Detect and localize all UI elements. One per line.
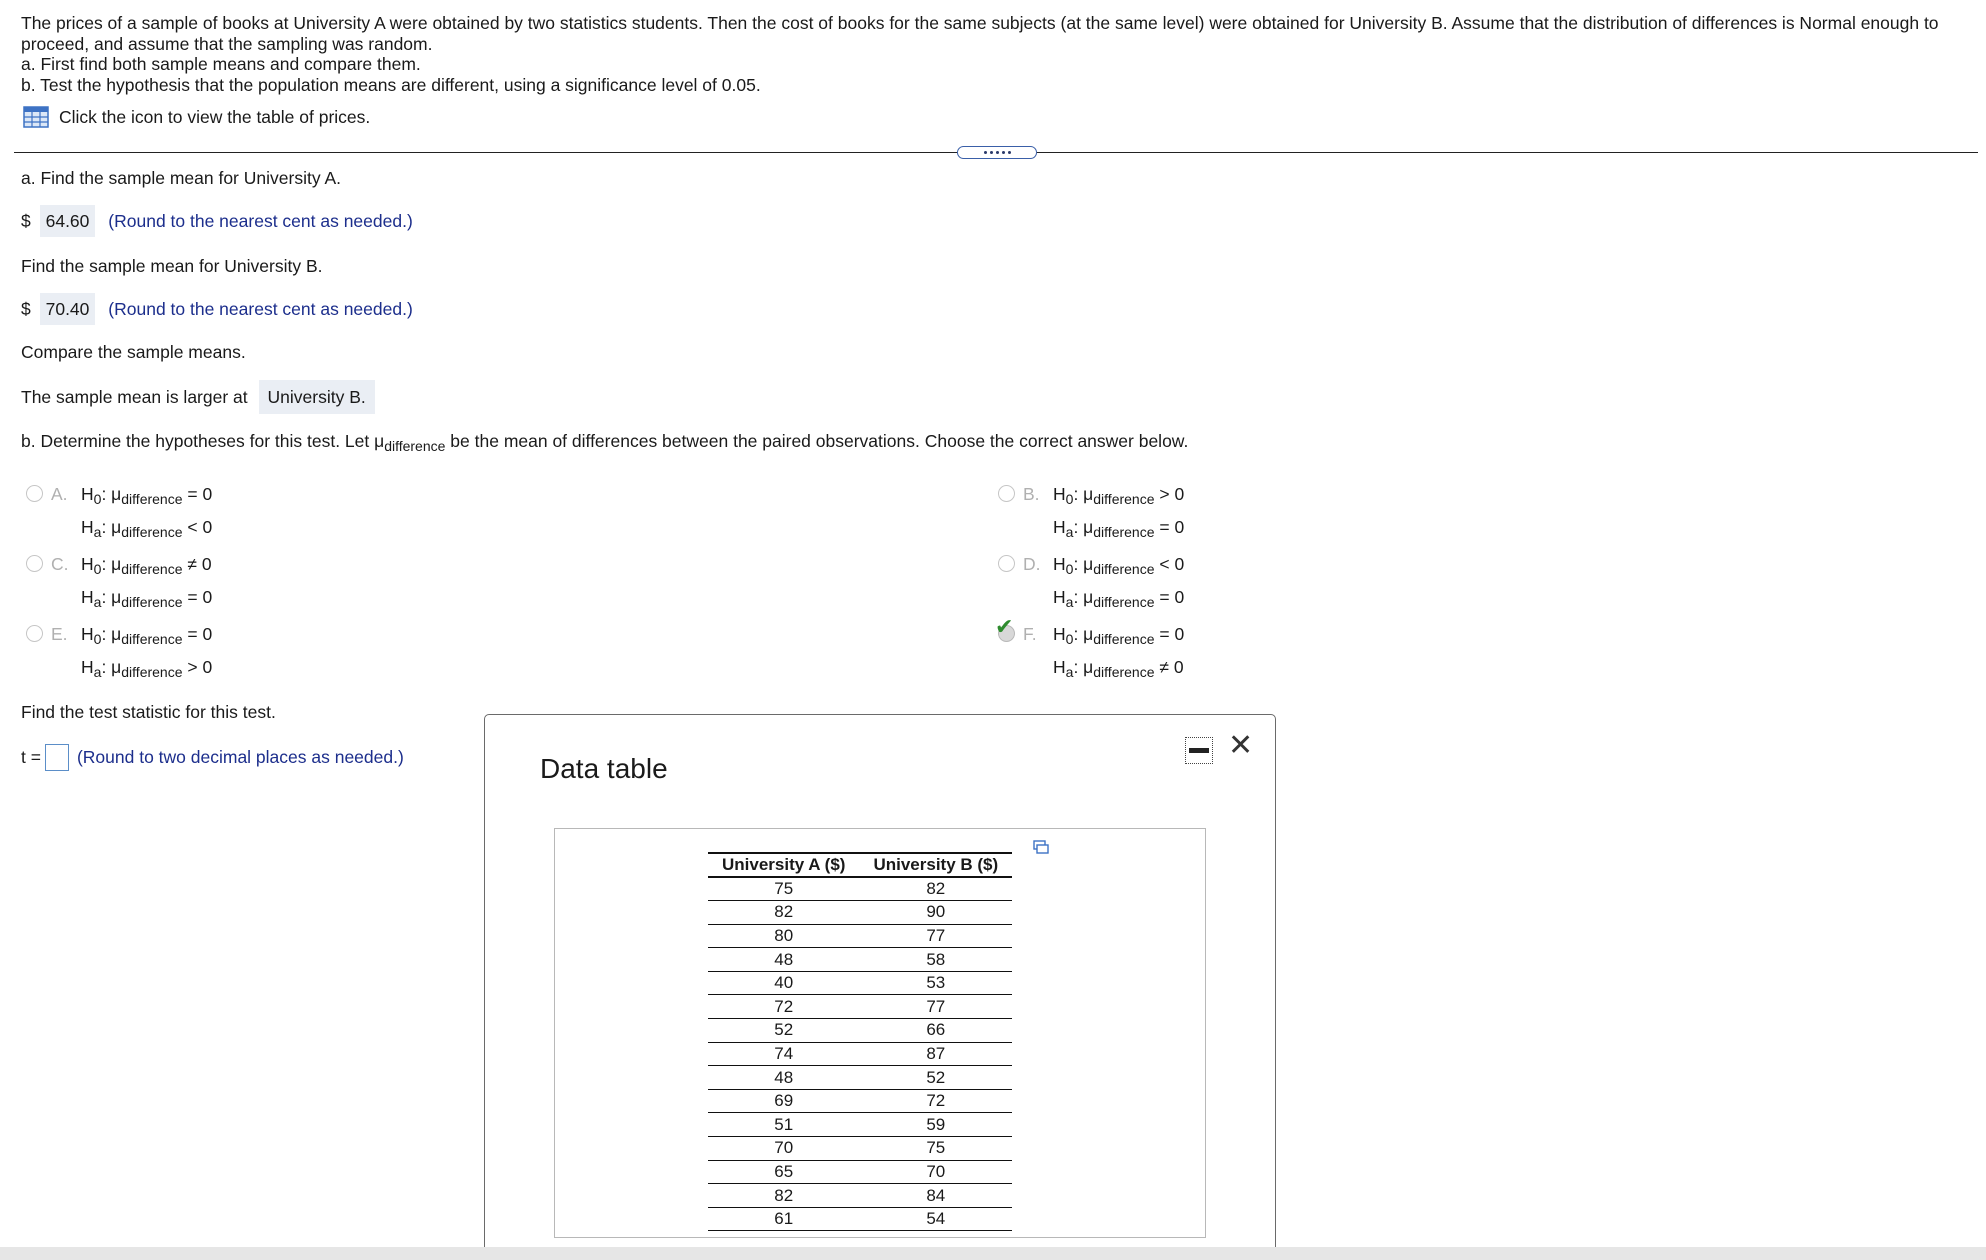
question-compare: Compare the sample means. xyxy=(21,342,246,362)
alternative-hypothesis: $H_a$: $\mu_{difference} < 0$ xyxy=(81,517,213,540)
cell-university-a: 48 xyxy=(708,1066,859,1090)
cell-university-b: 75 xyxy=(859,1137,1012,1161)
data-table-dialog xyxy=(484,714,1276,1260)
cell-university-a: 52 xyxy=(708,1019,859,1043)
option-letter: D. xyxy=(1023,554,1041,574)
table-row xyxy=(708,971,1012,995)
cell-university-a: 70 xyxy=(708,1137,859,1161)
cell-university-b: 87 xyxy=(859,1042,1012,1066)
table-frame xyxy=(554,828,1206,1238)
close-icon[interactable]: ✕ xyxy=(1228,729,1254,762)
table-row xyxy=(708,1019,1012,1043)
cell-university-a: 48 xyxy=(708,948,859,972)
dollar-sign: $ xyxy=(21,299,31,319)
answer-row-mean-b xyxy=(21,293,413,325)
prompt-sub: difference xyxy=(384,438,446,454)
rounding-hint: (Round to the nearest cent as needed.) xyxy=(108,211,413,231)
cell-university-a: 82 xyxy=(708,1184,859,1208)
cell-university-a: 51 xyxy=(708,1113,859,1137)
cell-university-a: 40 xyxy=(708,971,859,995)
cell-university-b: 66 xyxy=(859,1019,1012,1043)
copy-icon[interactable] xyxy=(1033,840,1049,854)
cell-university-b: 59 xyxy=(859,1113,1012,1137)
radio-button[interactable] xyxy=(26,485,43,502)
problem-statement xyxy=(21,13,1961,95)
alternative-hypothesis: $H_a$: $\mu_{difference} \ne 0$ xyxy=(1053,657,1184,680)
hypothesis-pair xyxy=(1053,480,1184,546)
table-row xyxy=(708,1207,1012,1231)
alternative-hypothesis: $H_a$: $\mu_{difference} > 0$ xyxy=(81,657,213,680)
option-f[interactable] xyxy=(995,614,1185,686)
table-row xyxy=(708,1089,1012,1113)
table-row xyxy=(708,1137,1012,1161)
alternative-hypothesis: $H_a$: $\mu_{difference} = 0$ xyxy=(1053,587,1185,610)
compare-select[interactable]: University B. xyxy=(259,380,375,414)
answer-mean-b[interactable]: 70.40 xyxy=(40,293,96,325)
option-b[interactable] xyxy=(998,480,1184,546)
test-stat-row xyxy=(21,744,404,771)
t-input[interactable] xyxy=(45,744,69,771)
option-c[interactable] xyxy=(26,550,212,616)
radio-button[interactable] xyxy=(26,625,43,642)
option-d[interactable] xyxy=(998,550,1184,616)
cell-university-a: 74 xyxy=(708,1042,859,1066)
cell-university-b: 53 xyxy=(859,971,1012,995)
null-hypothesis: $H_0$: $\mu_{difference} = 0$ xyxy=(81,484,213,507)
compare-text: The sample mean is larger at xyxy=(21,387,248,407)
table-row xyxy=(708,948,1012,972)
column-header-university-a: University A ($) xyxy=(708,853,859,877)
divider-drag-handle[interactable] xyxy=(957,146,1037,159)
dialog-title: Data table xyxy=(540,753,668,784)
option-letter: C. xyxy=(51,554,69,574)
table-row xyxy=(708,995,1012,1019)
table-row xyxy=(708,924,1012,948)
table-row xyxy=(708,1184,1012,1208)
radio-button[interactable] xyxy=(998,555,1015,572)
cell-university-b: 54 xyxy=(859,1207,1012,1231)
option-a[interactable] xyxy=(26,480,212,546)
cell-university-a: 69 xyxy=(708,1089,859,1113)
hypothesis-pair xyxy=(81,550,212,616)
hypothesis-pair xyxy=(1053,550,1184,616)
table-row xyxy=(708,1066,1012,1090)
column-header-university-b: University B ($) xyxy=(859,853,1012,877)
prompt-end: be the mean of differences between the paired observations. Choose the correct answer below. xyxy=(450,431,1189,451)
question-mean-b: Find the sample mean for University B. xyxy=(21,256,323,276)
problem-text: The prices of a sample of books at University A were obtained by two statistics students. Then the cost of books for the same subjects (at the same level) were obtained for University B. Assume that the distribution of differences is Normal enough to proceed, and assume that the sampling was random. xyxy=(21,13,1939,54)
cell-university-a: 61 xyxy=(708,1207,859,1231)
t-label: t = xyxy=(21,747,41,767)
view-table-link[interactable] xyxy=(23,106,370,128)
problem-part-b: b. Test the hypothesis that the population means are different, using a significance level of 0.05. xyxy=(21,74,761,95)
alternative-hypothesis: $H_a$: $\mu_{difference} = 0$ xyxy=(1053,517,1185,540)
table-row xyxy=(708,901,1012,925)
rounding-hint: (Round to the nearest cent as needed.) xyxy=(108,299,413,319)
hypothesis-pair xyxy=(81,480,212,546)
table-row xyxy=(708,1042,1012,1066)
prompt-start: b. Determine the hypotheses for this test. Let μ xyxy=(21,431,385,451)
problem-part-a: a. First find both sample means and compare them. xyxy=(21,54,421,74)
option-letter: A. xyxy=(51,484,68,504)
null-hypothesis: $H_0$: $\mu_{difference} = 0$ xyxy=(1053,624,1185,647)
minimize-icon[interactable] xyxy=(1185,737,1213,764)
cell-university-b: 52 xyxy=(859,1066,1012,1090)
table-row xyxy=(708,1160,1012,1184)
view-table-label: Click the icon to view the table of prices. xyxy=(59,107,371,127)
cell-university-b: 90 xyxy=(859,901,1012,925)
answer-row-mean-a xyxy=(21,205,413,237)
cell-university-b: 84 xyxy=(859,1184,1012,1208)
null-hypothesis: $H_0$: $\mu_{difference} < 0$ xyxy=(1053,554,1185,577)
bottom-bar xyxy=(0,1247,1986,1260)
cell-university-a: 72 xyxy=(708,995,859,1019)
hypothesis-pair xyxy=(81,620,212,686)
null-hypothesis: $H_0$: $\mu_{difference} = 0$ xyxy=(81,624,213,647)
option-e[interactable] xyxy=(26,620,212,686)
null-hypothesis: $H_0$: $\mu_{difference} > 0$ xyxy=(1053,484,1185,507)
alternative-hypothesis: $H_a$: $\mu_{difference} = 0$ xyxy=(81,587,213,610)
question-hypotheses xyxy=(21,430,1188,457)
check-icon: ✔ xyxy=(995,614,1014,639)
table-grid-icon[interactable] xyxy=(23,106,49,128)
dollar-sign: $ xyxy=(21,211,31,231)
radio-button[interactable] xyxy=(998,485,1015,502)
rounding-hint: (Round to two decimal places as needed.) xyxy=(76,747,404,767)
cell-university-a: 75 xyxy=(708,877,859,901)
prices-table xyxy=(708,852,1012,1231)
cell-university-b: 72 xyxy=(859,1089,1012,1113)
compare-row xyxy=(21,380,375,414)
cell-university-b: 82 xyxy=(859,877,1012,901)
cell-university-b: 77 xyxy=(859,924,1012,948)
table-row xyxy=(708,1113,1012,1137)
cell-university-a: 65 xyxy=(708,1160,859,1184)
answer-mean-a[interactable]: 64.60 xyxy=(40,205,96,237)
question-mean-a: a. Find the sample mean for University A. xyxy=(21,168,341,188)
cell-university-a: 82 xyxy=(708,901,859,925)
cell-university-a: 80 xyxy=(708,924,859,948)
option-letter: E. xyxy=(51,624,68,644)
table-row xyxy=(708,877,1012,901)
radio-button[interactable] xyxy=(26,555,43,572)
cell-university-b: 70 xyxy=(859,1160,1012,1184)
question-test-stat: Find the test statistic for this test. xyxy=(21,702,276,722)
hypothesis-pair xyxy=(1053,620,1184,686)
cell-university-b: 58 xyxy=(859,948,1012,972)
null-hypothesis: $H_0$: $\mu_{difference} \ne 0$ xyxy=(81,554,212,577)
option-letter: F. xyxy=(1023,624,1037,644)
cell-university-b: 77 xyxy=(859,995,1012,1019)
option-letter: B. xyxy=(1023,484,1040,504)
